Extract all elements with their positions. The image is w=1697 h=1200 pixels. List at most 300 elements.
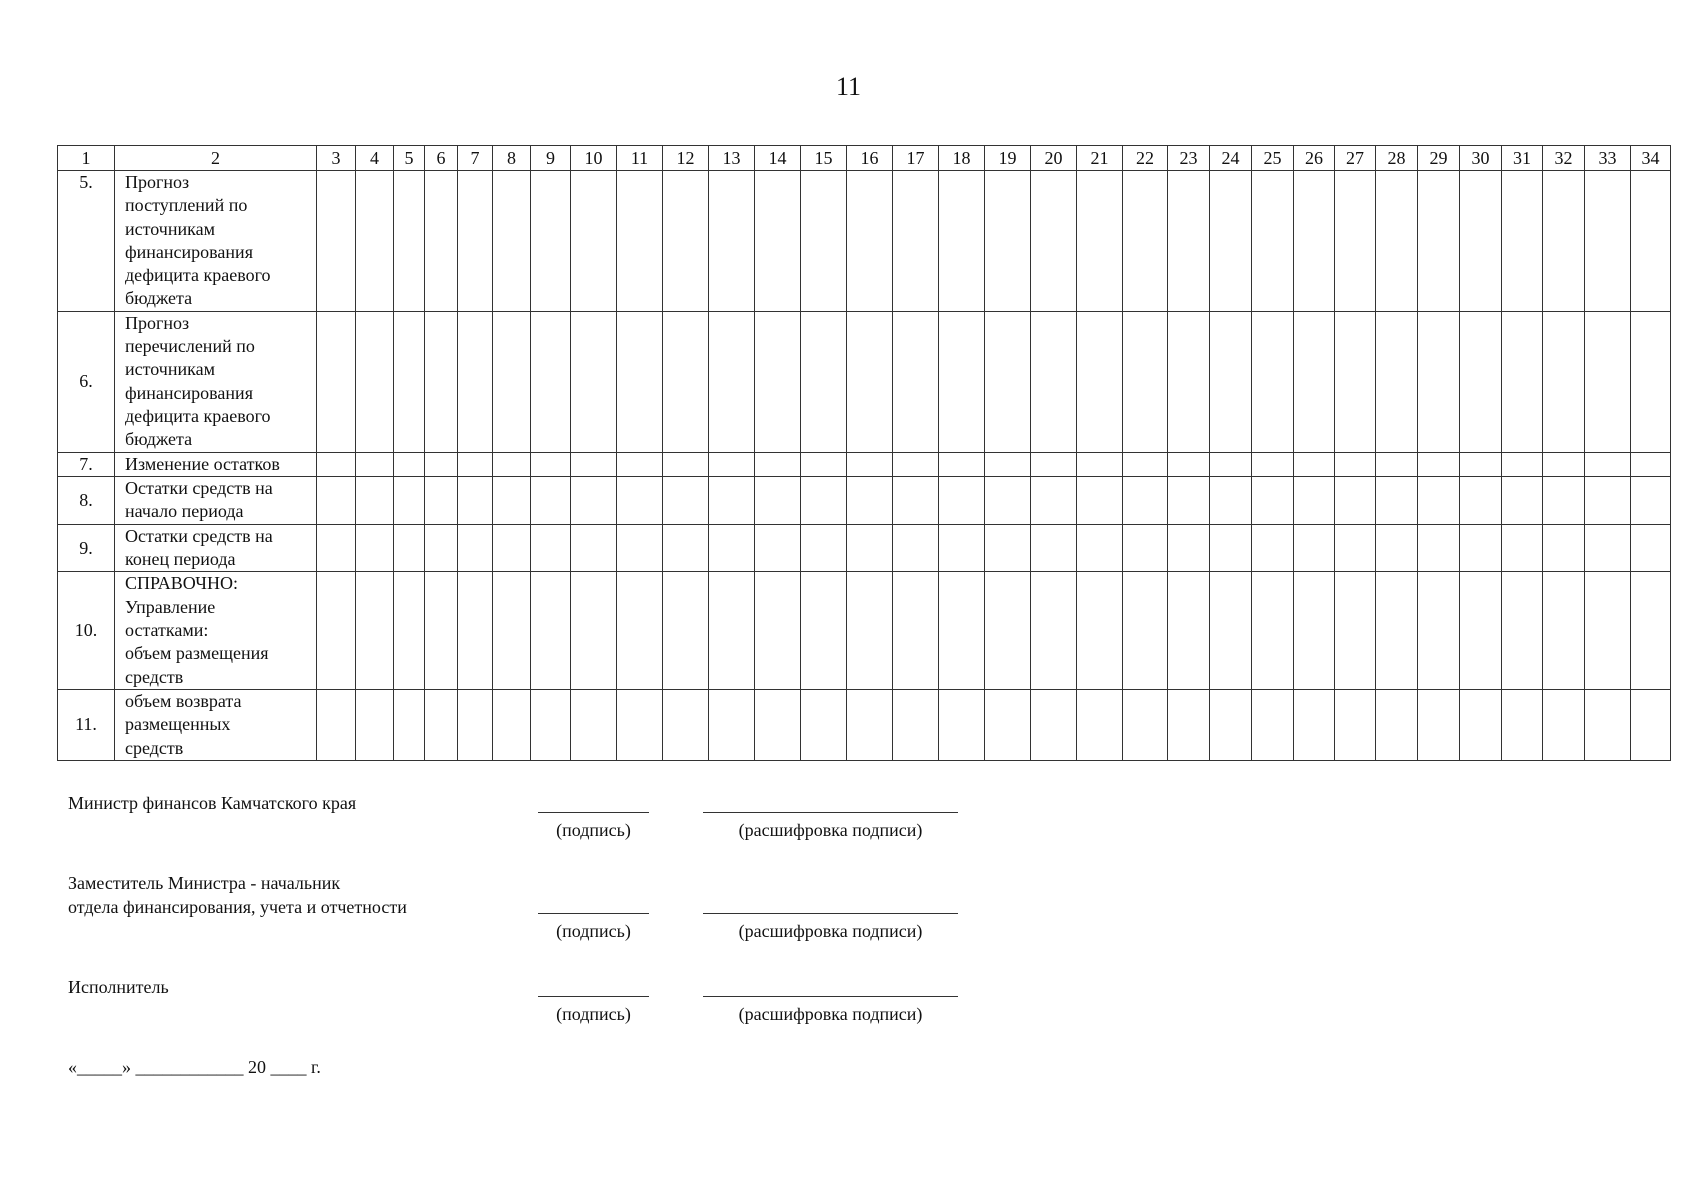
data-entry-cell[interactable]	[317, 452, 356, 476]
data-entry-cell[interactable]	[1502, 524, 1543, 572]
form-table	[57, 145, 1671, 761]
data-entry-cell[interactable]	[317, 476, 356, 524]
column-number-cell: 20	[1031, 146, 1077, 171]
row-label-cell	[115, 311, 317, 452]
data-entry-cell[interactable]	[1077, 689, 1123, 760]
data-entry-cell[interactable]	[1168, 171, 1210, 312]
data-entry-cell[interactable]	[755, 689, 801, 760]
data-entry-cell[interactable]	[617, 572, 663, 689]
data-entry-cell[interactable]	[458, 572, 493, 689]
data-entry-cell[interactable]	[1585, 311, 1631, 452]
data-entry-cell[interactable]	[1335, 524, 1376, 572]
data-entry-cell[interactable]	[801, 171, 847, 312]
data-entry-cell[interactable]	[1294, 171, 1335, 312]
data-entry-cell[interactable]	[356, 524, 394, 572]
data-entry-cell[interactable]	[1460, 689, 1502, 760]
name-decryption-caption: (расшифровка подписи)	[738, 921, 923, 941]
column-number-cell: 4	[356, 146, 394, 171]
data-entry-cell[interactable]	[1502, 476, 1543, 524]
data-entry-cell[interactable]	[1335, 476, 1376, 524]
data-entry-cell[interactable]	[1294, 572, 1335, 689]
data-entry-cell[interactable]	[317, 689, 356, 760]
data-entry-cell[interactable]	[425, 689, 458, 760]
data-entry-cell[interactable]	[1123, 311, 1168, 452]
data-entry-cell[interactable]	[663, 689, 709, 760]
column-number-cell: 8	[493, 146, 531, 171]
data-entry-cell[interactable]	[356, 476, 394, 524]
data-entry-cell[interactable]	[1502, 689, 1543, 760]
data-entry-cell[interactable]	[939, 476, 985, 524]
column-number-cell: 31	[1502, 146, 1543, 171]
data-entry-cell[interactable]	[1294, 452, 1335, 476]
data-entry-cell[interactable]	[1631, 476, 1671, 524]
data-entry-cell[interactable]	[755, 572, 801, 689]
data-entry-cell[interactable]	[709, 524, 755, 572]
data-entry-cell[interactable]	[1123, 689, 1168, 760]
data-entry-cell[interactable]	[531, 524, 571, 572]
column-number-cell: 32	[1543, 146, 1585, 171]
data-entry-cell[interactable]	[893, 311, 939, 452]
signatory-title: Исполнитель	[68, 977, 169, 997]
data-entry-cell[interactable]	[893, 572, 939, 689]
data-entry-cell[interactable]	[1335, 171, 1376, 312]
column-number-cell: 17	[893, 146, 939, 171]
data-entry-cell[interactable]	[801, 572, 847, 689]
row-number-cell: 9.	[58, 524, 115, 572]
data-entry-cell[interactable]	[1585, 572, 1631, 689]
data-entry-cell[interactable]	[571, 171, 617, 312]
data-entry-cell[interactable]	[1031, 171, 1077, 312]
column-number-cell: 13	[709, 146, 755, 171]
data-entry-cell[interactable]	[1252, 452, 1294, 476]
row-label-cell	[115, 452, 317, 476]
data-entry-cell[interactable]	[847, 689, 893, 760]
data-entry-cell[interactable]	[1543, 311, 1585, 452]
data-entry-cell[interactable]	[709, 476, 755, 524]
data-entry-cell[interactable]	[847, 476, 893, 524]
data-entry-cell[interactable]	[1460, 311, 1502, 452]
data-entry-cell[interactable]	[1631, 689, 1671, 760]
name-decryption-caption: (расшифровка подписи)	[738, 820, 923, 840]
row-label-cell	[115, 476, 317, 524]
data-entry-cell[interactable]	[1376, 572, 1418, 689]
data-entry-cell[interactable]	[1418, 476, 1460, 524]
column-number-cell: 25	[1252, 146, 1294, 171]
data-entry-cell[interactable]	[1123, 452, 1168, 476]
data-entry-cell[interactable]	[531, 689, 571, 760]
row-label-cell	[115, 524, 317, 572]
data-entry-cell[interactable]	[1585, 524, 1631, 572]
data-entry-cell[interactable]	[571, 476, 617, 524]
data-entry-cell[interactable]	[458, 171, 493, 312]
signature-caption: (подпись)	[556, 921, 631, 941]
data-entry-cell[interactable]	[394, 572, 425, 689]
data-entry-cell[interactable]	[317, 171, 356, 312]
column-number-cell: 15	[801, 146, 847, 171]
column-number-cell: 21	[1077, 146, 1123, 171]
data-entry-cell[interactable]	[1123, 476, 1168, 524]
data-entry-cell[interactable]	[1031, 452, 1077, 476]
data-entry-cell[interactable]	[1543, 689, 1585, 760]
data-entry-cell[interactable]	[394, 524, 425, 572]
row-label-text: Остатки средств на начало периода	[125, 477, 273, 522]
column-number-cell: 29	[1418, 146, 1460, 171]
data-entry-cell[interactable]	[1294, 476, 1335, 524]
data-entry-cell[interactable]	[1335, 311, 1376, 452]
signature-line[interactable]	[538, 913, 649, 914]
data-entry-cell[interactable]	[985, 452, 1031, 476]
row-label-cell	[115, 171, 317, 312]
data-entry-cell[interactable]	[394, 476, 425, 524]
data-entry-cell[interactable]	[1335, 572, 1376, 689]
data-entry-cell[interactable]	[531, 171, 571, 312]
table-row	[58, 572, 1671, 689]
data-entry-cell[interactable]	[985, 476, 1031, 524]
data-entry-cell[interactable]	[1168, 452, 1210, 476]
data-entry-cell[interactable]	[1210, 572, 1252, 689]
data-entry-cell[interactable]	[571, 689, 617, 760]
row-number-cell: 8.	[58, 476, 115, 524]
data-entry-cell[interactable]	[1210, 452, 1252, 476]
data-entry-cell[interactable]	[531, 476, 571, 524]
data-entry-cell[interactable]	[1543, 524, 1585, 572]
data-entry-cell[interactable]	[425, 452, 458, 476]
data-entry-cell[interactable]	[1077, 476, 1123, 524]
row-label-text: Прогноз перечислений по источникам финансирования дефицита краевого бюджета	[125, 312, 271, 450]
data-entry-cell[interactable]	[1585, 689, 1631, 760]
data-entry-cell[interactable]	[394, 689, 425, 760]
data-entry-cell[interactable]	[458, 452, 493, 476]
data-entry-cell[interactable]	[709, 171, 755, 312]
data-entry-cell[interactable]	[493, 476, 531, 524]
data-entry-cell[interactable]	[1210, 171, 1252, 312]
data-entry-cell[interactable]	[1123, 572, 1168, 689]
data-entry-cell[interactable]	[617, 689, 663, 760]
data-entry-cell[interactable]	[1252, 524, 1294, 572]
column-number-cell: 6	[425, 146, 458, 171]
data-entry-cell[interactable]	[1168, 476, 1210, 524]
data-entry-cell[interactable]	[571, 311, 617, 452]
column-number-cell: 24	[1210, 146, 1252, 171]
column-number-cell: 34	[1631, 146, 1671, 171]
data-entry-cell[interactable]	[356, 452, 394, 476]
data-entry-cell[interactable]	[1031, 476, 1077, 524]
column-number-cell: 16	[847, 146, 893, 171]
data-entry-cell[interactable]	[1460, 572, 1502, 689]
data-entry-cell[interactable]	[663, 311, 709, 452]
data-entry-cell[interactable]	[985, 572, 1031, 689]
row-number-cell: 5.	[58, 171, 115, 312]
data-entry-cell[interactable]	[617, 452, 663, 476]
table-row	[58, 524, 1671, 572]
data-entry-cell[interactable]	[1460, 171, 1502, 312]
data-entry-cell[interactable]	[317, 311, 356, 452]
data-entry-cell[interactable]	[1631, 452, 1671, 476]
data-entry-cell[interactable]	[1252, 476, 1294, 524]
data-entry-cell[interactable]	[1585, 476, 1631, 524]
data-entry-cell[interactable]	[755, 524, 801, 572]
column-number-cell: 27	[1335, 146, 1376, 171]
data-entry-cell[interactable]	[531, 452, 571, 476]
data-entry-cell[interactable]	[1502, 171, 1543, 312]
data-entry-cell[interactable]	[1502, 572, 1543, 689]
data-entry-cell[interactable]	[617, 311, 663, 452]
data-entry-cell[interactable]	[356, 311, 394, 452]
data-entry-cell[interactable]	[425, 311, 458, 452]
column-number-cell: 18	[939, 146, 985, 171]
data-entry-cell[interactable]	[1077, 572, 1123, 689]
data-entry-cell[interactable]	[1418, 311, 1460, 452]
data-entry-cell[interactable]	[939, 311, 985, 452]
data-entry-cell[interactable]	[1376, 311, 1418, 452]
data-entry-cell[interactable]	[1294, 524, 1335, 572]
data-entry-cell[interactable]	[1210, 689, 1252, 760]
data-entry-cell[interactable]	[709, 572, 755, 689]
data-entry-cell[interactable]	[1585, 452, 1631, 476]
data-entry-cell[interactable]	[1376, 476, 1418, 524]
data-entry-cell[interactable]	[1585, 171, 1631, 312]
column-number-cell: 33	[1585, 146, 1631, 171]
data-entry-cell[interactable]	[1502, 311, 1543, 452]
column-number-cell: 22	[1123, 146, 1168, 171]
data-entry-cell[interactable]	[663, 171, 709, 312]
row-label-text: Остатки средств на конец периода	[125, 525, 273, 570]
data-entry-cell[interactable]	[893, 476, 939, 524]
data-entry-cell[interactable]	[1252, 311, 1294, 452]
data-entry-cell[interactable]	[1418, 524, 1460, 572]
data-entry-cell[interactable]	[394, 311, 425, 452]
data-entry-cell[interactable]	[493, 311, 531, 452]
data-entry-cell[interactable]	[1335, 689, 1376, 760]
data-entry-cell[interactable]	[493, 524, 531, 572]
data-entry-cell[interactable]	[1543, 572, 1585, 689]
data-entry-cell[interactable]	[1168, 689, 1210, 760]
data-entry-cell[interactable]	[458, 689, 493, 760]
data-entry-cell[interactable]	[801, 476, 847, 524]
signature-caption: (подпись)	[556, 1004, 631, 1024]
data-entry-cell[interactable]	[394, 171, 425, 312]
data-entry-cell[interactable]	[1077, 524, 1123, 572]
data-entry-cell[interactable]	[893, 689, 939, 760]
column-number-cell: 30	[1460, 146, 1502, 171]
column-number-cell: 28	[1376, 146, 1418, 171]
column-number-header-row	[58, 146, 1671, 171]
data-entry-cell[interactable]	[847, 311, 893, 452]
column-number-cell: 26	[1294, 146, 1335, 171]
data-entry-cell[interactable]	[1631, 311, 1671, 452]
data-entry-cell[interactable]	[425, 171, 458, 312]
data-entry-cell[interactable]	[1077, 171, 1123, 312]
column-number-cell: 7	[458, 146, 493, 171]
signatory-title: Заместитель Министра - начальник отдела финансирования, учета и отчетности	[68, 873, 407, 917]
data-entry-cell[interactable]	[1168, 311, 1210, 452]
data-entry-cell[interactable]	[1543, 452, 1585, 476]
data-entry-cell[interactable]	[317, 572, 356, 689]
data-entry-cell[interactable]	[939, 171, 985, 312]
data-entry-cell[interactable]	[847, 452, 893, 476]
data-entry-cell[interactable]	[571, 452, 617, 476]
data-entry-cell[interactable]	[893, 171, 939, 312]
data-entry-cell[interactable]	[663, 452, 709, 476]
data-entry-cell[interactable]	[985, 689, 1031, 760]
data-entry-cell[interactable]	[1168, 524, 1210, 572]
row-number-cell: 10.	[58, 572, 115, 689]
data-entry-cell[interactable]	[1031, 524, 1077, 572]
name-decryption-line[interactable]	[703, 812, 958, 813]
data-entry-cell[interactable]	[847, 524, 893, 572]
data-entry-cell[interactable]	[893, 524, 939, 572]
data-entry-cell[interactable]	[317, 524, 356, 572]
data-entry-cell[interactable]	[985, 171, 1031, 312]
data-entry-cell[interactable]	[425, 572, 458, 689]
column-number-cell: 1	[58, 146, 115, 171]
data-entry-cell[interactable]	[617, 524, 663, 572]
signature-line[interactable]	[538, 812, 649, 813]
data-entry-cell[interactable]	[1631, 524, 1671, 572]
data-entry-cell[interactable]	[939, 689, 985, 760]
data-entry-cell[interactable]	[571, 524, 617, 572]
data-entry-cell[interactable]	[755, 311, 801, 452]
data-entry-cell[interactable]	[939, 452, 985, 476]
data-entry-cell[interactable]	[531, 572, 571, 689]
data-entry-cell[interactable]	[458, 524, 493, 572]
data-entry-cell[interactable]	[1418, 452, 1460, 476]
data-entry-cell[interactable]	[425, 476, 458, 524]
row-label-cell	[115, 689, 317, 760]
row-number-cell: 6.	[58, 311, 115, 452]
data-entry-cell[interactable]	[531, 311, 571, 452]
data-entry-cell[interactable]	[1460, 476, 1502, 524]
data-entry-cell[interactable]	[755, 452, 801, 476]
data-entry-cell[interactable]	[801, 524, 847, 572]
data-entry-cell[interactable]	[1252, 171, 1294, 312]
data-entry-cell[interactable]	[985, 524, 1031, 572]
column-number-cell: 9	[531, 146, 571, 171]
row-label-text: объем возврата размещенных средств	[125, 690, 242, 758]
signatory-title: Министр финансов Камчатского края	[68, 793, 357, 813]
column-number-cell: 14	[755, 146, 801, 171]
data-entry-cell[interactable]	[1376, 452, 1418, 476]
data-entry-cell[interactable]	[493, 452, 531, 476]
data-entry-cell[interactable]	[425, 524, 458, 572]
data-entry-cell[interactable]	[985, 311, 1031, 452]
data-entry-cell[interactable]	[1543, 476, 1585, 524]
name-decryption-line[interactable]	[703, 996, 958, 997]
data-entry-cell[interactable]	[1210, 476, 1252, 524]
data-entry-cell[interactable]	[663, 476, 709, 524]
column-number-cell: 19	[985, 146, 1031, 171]
row-label-text: СПРАВОЧНО: Управление остатками: объем размещения средств	[125, 573, 269, 687]
data-entry-cell[interactable]	[1168, 572, 1210, 689]
data-entry-cell[interactable]	[356, 689, 394, 760]
data-entry-cell[interactable]	[1077, 452, 1123, 476]
data-entry-cell[interactable]	[571, 572, 617, 689]
data-entry-cell[interactable]	[847, 572, 893, 689]
column-number-cell: 3	[317, 146, 356, 171]
row-label-text: Изменение остатков	[125, 453, 280, 474]
data-entry-cell[interactable]	[493, 689, 531, 760]
data-entry-cell[interactable]	[939, 524, 985, 572]
data-entry-cell[interactable]	[458, 311, 493, 452]
data-entry-cell[interactable]	[893, 452, 939, 476]
data-entry-cell[interactable]	[1418, 171, 1460, 312]
data-entry-cell[interactable]	[939, 572, 985, 689]
data-entry-cell[interactable]	[1210, 524, 1252, 572]
data-entry-cell[interactable]	[1502, 452, 1543, 476]
data-entry-cell[interactable]	[1335, 452, 1376, 476]
data-entry-cell[interactable]	[1376, 171, 1418, 312]
signature-line[interactable]	[538, 996, 649, 997]
name-decryption-line[interactable]	[703, 913, 958, 914]
data-entry-cell[interactable]	[493, 171, 531, 312]
table-row	[58, 689, 1671, 760]
data-entry-cell[interactable]	[1294, 689, 1335, 760]
data-entry-cell[interactable]	[801, 452, 847, 476]
column-number-cell: 2	[115, 146, 317, 171]
column-number-cell: 23	[1168, 146, 1210, 171]
data-entry-cell[interactable]	[1031, 311, 1077, 452]
row-label-cell	[115, 572, 317, 689]
data-entry-cell[interactable]	[1123, 524, 1168, 572]
data-entry-cell[interactable]	[1418, 572, 1460, 689]
data-entry-cell[interactable]	[1077, 311, 1123, 452]
data-entry-cell[interactable]	[1631, 171, 1671, 312]
signature-caption: (подпись)	[556, 820, 631, 840]
table-row	[58, 311, 1671, 452]
data-entry-cell[interactable]	[663, 572, 709, 689]
data-entry-cell[interactable]	[458, 476, 493, 524]
data-entry-cell[interactable]	[1123, 171, 1168, 312]
data-entry-cell[interactable]	[493, 572, 531, 689]
data-entry-cell[interactable]	[356, 171, 394, 312]
row-number-cell: 11.	[58, 689, 115, 760]
data-entry-cell[interactable]	[617, 171, 663, 312]
data-entry-cell[interactable]	[1418, 689, 1460, 760]
data-entry-cell[interactable]	[709, 689, 755, 760]
data-entry-cell[interactable]	[1031, 572, 1077, 689]
page-number: 11	[835, 72, 862, 101]
data-entry-cell[interactable]	[801, 689, 847, 760]
data-entry-cell[interactable]	[1460, 452, 1502, 476]
name-decryption-caption: (расшифровка подписи)	[738, 1004, 923, 1024]
data-entry-cell[interactable]	[663, 524, 709, 572]
row-label-text: Прогноз поступлений по источникам финансирования дефицита краевого бюджета	[125, 172, 271, 309]
data-entry-cell[interactable]	[1252, 572, 1294, 689]
data-entry-cell[interactable]	[394, 452, 425, 476]
data-entry-cell[interactable]	[1210, 311, 1252, 452]
data-entry-cell[interactable]	[1376, 524, 1418, 572]
data-entry-cell[interactable]	[755, 171, 801, 312]
data-entry-cell[interactable]	[1252, 689, 1294, 760]
data-entry-cell[interactable]	[1376, 689, 1418, 760]
column-number-cell: 11	[617, 146, 663, 171]
data-entry-cell[interactable]	[709, 452, 755, 476]
data-entry-cell[interactable]	[617, 476, 663, 524]
row-number-cell: 7.	[58, 452, 115, 476]
data-entry-cell[interactable]	[847, 171, 893, 312]
data-entry-cell[interactable]	[801, 311, 847, 452]
data-entry-cell[interactable]	[1031, 689, 1077, 760]
date-line: «_____» ____________ 20 ____ г.	[68, 1057, 321, 1077]
column-number-cell: 12	[663, 146, 709, 171]
data-entry-cell[interactable]	[1543, 171, 1585, 312]
data-entry-cell[interactable]	[1631, 572, 1671, 689]
data-entry-cell[interactable]	[356, 572, 394, 689]
data-entry-cell[interactable]	[1294, 311, 1335, 452]
data-entry-cell[interactable]	[1460, 524, 1502, 572]
data-entry-cell[interactable]	[755, 476, 801, 524]
data-entry-cell[interactable]	[709, 311, 755, 452]
